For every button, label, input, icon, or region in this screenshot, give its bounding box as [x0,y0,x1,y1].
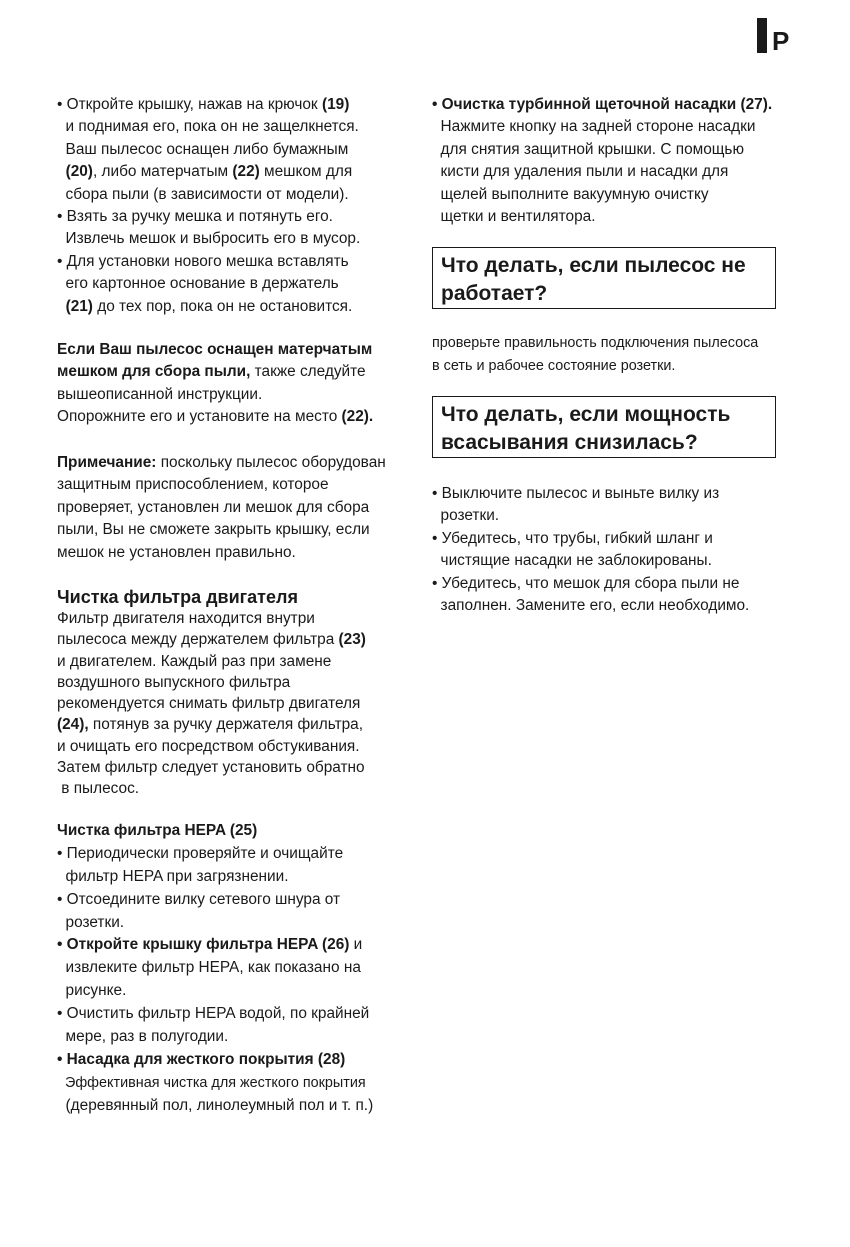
text: розетки. [432,507,500,525]
text-line [432,483,749,505]
text: заполнен. Замените его, если необходимо. [432,596,750,614]
text-line [432,595,749,617]
bold-text: (24), [57,716,89,734]
text-line [57,206,360,228]
text-line [57,1049,373,1072]
text-line [57,672,366,693]
text-line [57,296,360,318]
text: , либо матерчатым [92,163,233,181]
cloth-bag-paragraph [57,339,373,429]
text: розетки. [57,913,125,931]
text: • Откройте крышку, нажав на крючок [57,96,322,113]
text: защитным приспособлением, которое [57,476,329,494]
bold-text: Если Ваш пылесос оснащен матерчатым [57,341,373,358]
text: потянув за ручку держателя фильтра, [88,716,364,734]
text-line [57,184,360,206]
text-line [432,206,772,228]
motor-filter-heading: Чистка фильтра двигателя [57,587,298,607]
text-line [57,339,373,361]
text: проверяет, установлен ли мешок для сбора [57,498,370,516]
box-heading-line: работает? [441,282,548,305]
text [57,163,66,180]
text-line [57,497,386,519]
text-line [57,820,373,843]
text-line [57,980,373,1003]
text-line [432,355,758,378]
hepa-section [57,820,373,1118]
text: • Убедитесь, что мешок для сбора пыли не [432,574,740,592]
text: мешком для [259,163,353,181]
text-line [432,139,772,161]
text-line [57,452,386,474]
text-line [57,629,366,650]
text-line [432,528,749,550]
text-line [57,116,360,138]
text-line [432,94,772,116]
text: Ваш пылесос оснащен либо бумажным [57,140,349,158]
box-heading-line: Что делать, если пылесос не [441,254,746,277]
text-line [57,273,360,295]
text-line [57,1026,373,1049]
text: • Для установки нового мешка вставлять [57,252,349,270]
text: • Периодически проверяйте и очищайте [57,844,344,862]
text: также следуйте [250,363,366,381]
text-line [57,651,366,672]
text-line [57,228,360,250]
text [57,298,66,315]
text: мешок не установлен правильно. [57,543,296,561]
text: Фильтр двигателя находится внутри [57,610,315,627]
section-letter: P [772,26,790,56]
not-working-paragraph [432,332,758,377]
text-line [57,1003,373,1026]
text: рисунке. [57,982,127,1000]
text-line [57,94,360,116]
text: сбора пыли (в зависимости от модели). [57,185,349,203]
bold-text: (20) [65,163,93,181]
text-line [57,912,373,935]
text-line [57,714,366,735]
text-line [57,519,386,541]
text-line [432,573,749,595]
text: щелей выполните вакуумную очистку [432,185,709,203]
text: и очищать его посредством обстукивания. [57,737,360,755]
text-line [432,332,758,355]
text: Опорожните его и установите на место [57,408,342,426]
text-line [432,550,749,572]
text: • Очистить фильтр HEPA водой, по крайней [57,1005,370,1023]
text-line [57,474,386,496]
text-line [57,161,360,183]
bag-steps [57,94,360,318]
text-line [57,384,373,406]
text: (деревянный пол, линолеумный пол и т. п.) [57,1096,374,1114]
note-paragraph [57,452,386,564]
bold-text: Чистка фильтра HEPA (25) [57,822,258,839]
text: и двигателем. Каждый раз при замене [57,652,332,670]
bold-text: (22). [341,408,374,426]
text-line [57,139,360,161]
text: проверьте правильность подключения пылесоса [432,335,759,351]
bold-text: (19) [321,96,350,113]
text: Нажмите кнопку на задней стороне насадки [432,118,756,136]
text: и [349,936,363,954]
bold-text: (22) [232,163,260,181]
text: щетки и вентилятора. [432,207,596,225]
not-working-heading-box [432,247,776,309]
bold-text: • Откройте крышку фильтра HEPA (26) [57,936,350,954]
text-line [432,184,772,206]
text-line [57,736,366,757]
text: • Взять за ручку мешка и потянуть его. [57,207,333,225]
text: для снятия защитной крышки. С помощью [432,140,744,158]
text: вышеописанной инструкции. [57,385,263,403]
text-line [57,778,366,799]
text-line [57,361,373,383]
text-line [57,693,366,714]
text-line [57,251,360,273]
text: кисти для удаления пыли и насадки для [432,163,729,181]
turbo-brush-section [432,94,772,228]
bold-text: • Очистка турбинной щеточной насадки (27). [432,96,773,113]
text-line [57,757,366,778]
text: • Убедитесь, что трубы, гибкий шланг и [432,529,713,547]
text: до тех пор, пока он не остановится. [92,297,353,315]
text: воздушного выпускного фильтра [57,673,291,691]
text-line [432,116,772,138]
text: • Отсоедините вилку сетевого шнура от [57,890,341,908]
text: рекомендуется снимать фильтр двигателя [57,695,361,713]
text: и поднимая его, пока он не защелкнется. [57,118,359,136]
bold-text: Примечание: [57,454,157,471]
text: Затем фильтр следует установить обратно [57,759,365,777]
text: извлеките фильтр HEPA, как показано на [57,959,361,977]
text-line [57,843,373,866]
bold-text: (21) [65,297,93,315]
text: • Выключите пылесос и выньте вилку из [432,485,720,502]
text: Эффективная чистка для жесткого покрытия [57,1074,366,1091]
text-line [57,608,366,629]
bold-text: • Насадка для жесткого покрытия (28) [57,1050,346,1068]
text: в пылесос. [57,780,140,798]
bold-text: мешком для сбора пыли, [57,363,251,381]
text-line [57,866,373,889]
text-line [57,957,373,980]
text-line [57,542,386,564]
text: поскольку пылесос оборудован [156,454,386,471]
text: мере, раз в полугодии. [57,1028,229,1046]
bold-text: (23) [338,631,366,649]
text: в сеть и рабочее состояние розетки. [432,357,676,374]
text: Извлечь мешок и выбросить его в мусор. [57,230,361,248]
text-line [432,161,772,183]
text-line [57,1072,373,1095]
box-heading-line: Что делать, если мощность [441,403,731,426]
suction-steps [432,483,749,617]
motor-filter-paragraph [57,608,366,800]
text-line [57,934,373,957]
text-line [57,406,373,428]
text-line [57,889,373,912]
suction-heading-box [432,396,776,458]
text-line [432,505,749,527]
section-marker-bar [757,18,767,53]
text: чистящие насадки не заблокированы. [432,552,712,570]
text: пыли, Вы не сможете закрыть крышку, если [57,521,370,539]
text: пылесоса между держателем фильтра [57,631,339,649]
text-line [57,1095,373,1118]
text: его картонное основание в держатель [57,275,339,293]
text: фильтр HEPA при загрязнении. [57,867,289,885]
box-heading-line: всасывания снизилась? [441,431,698,454]
